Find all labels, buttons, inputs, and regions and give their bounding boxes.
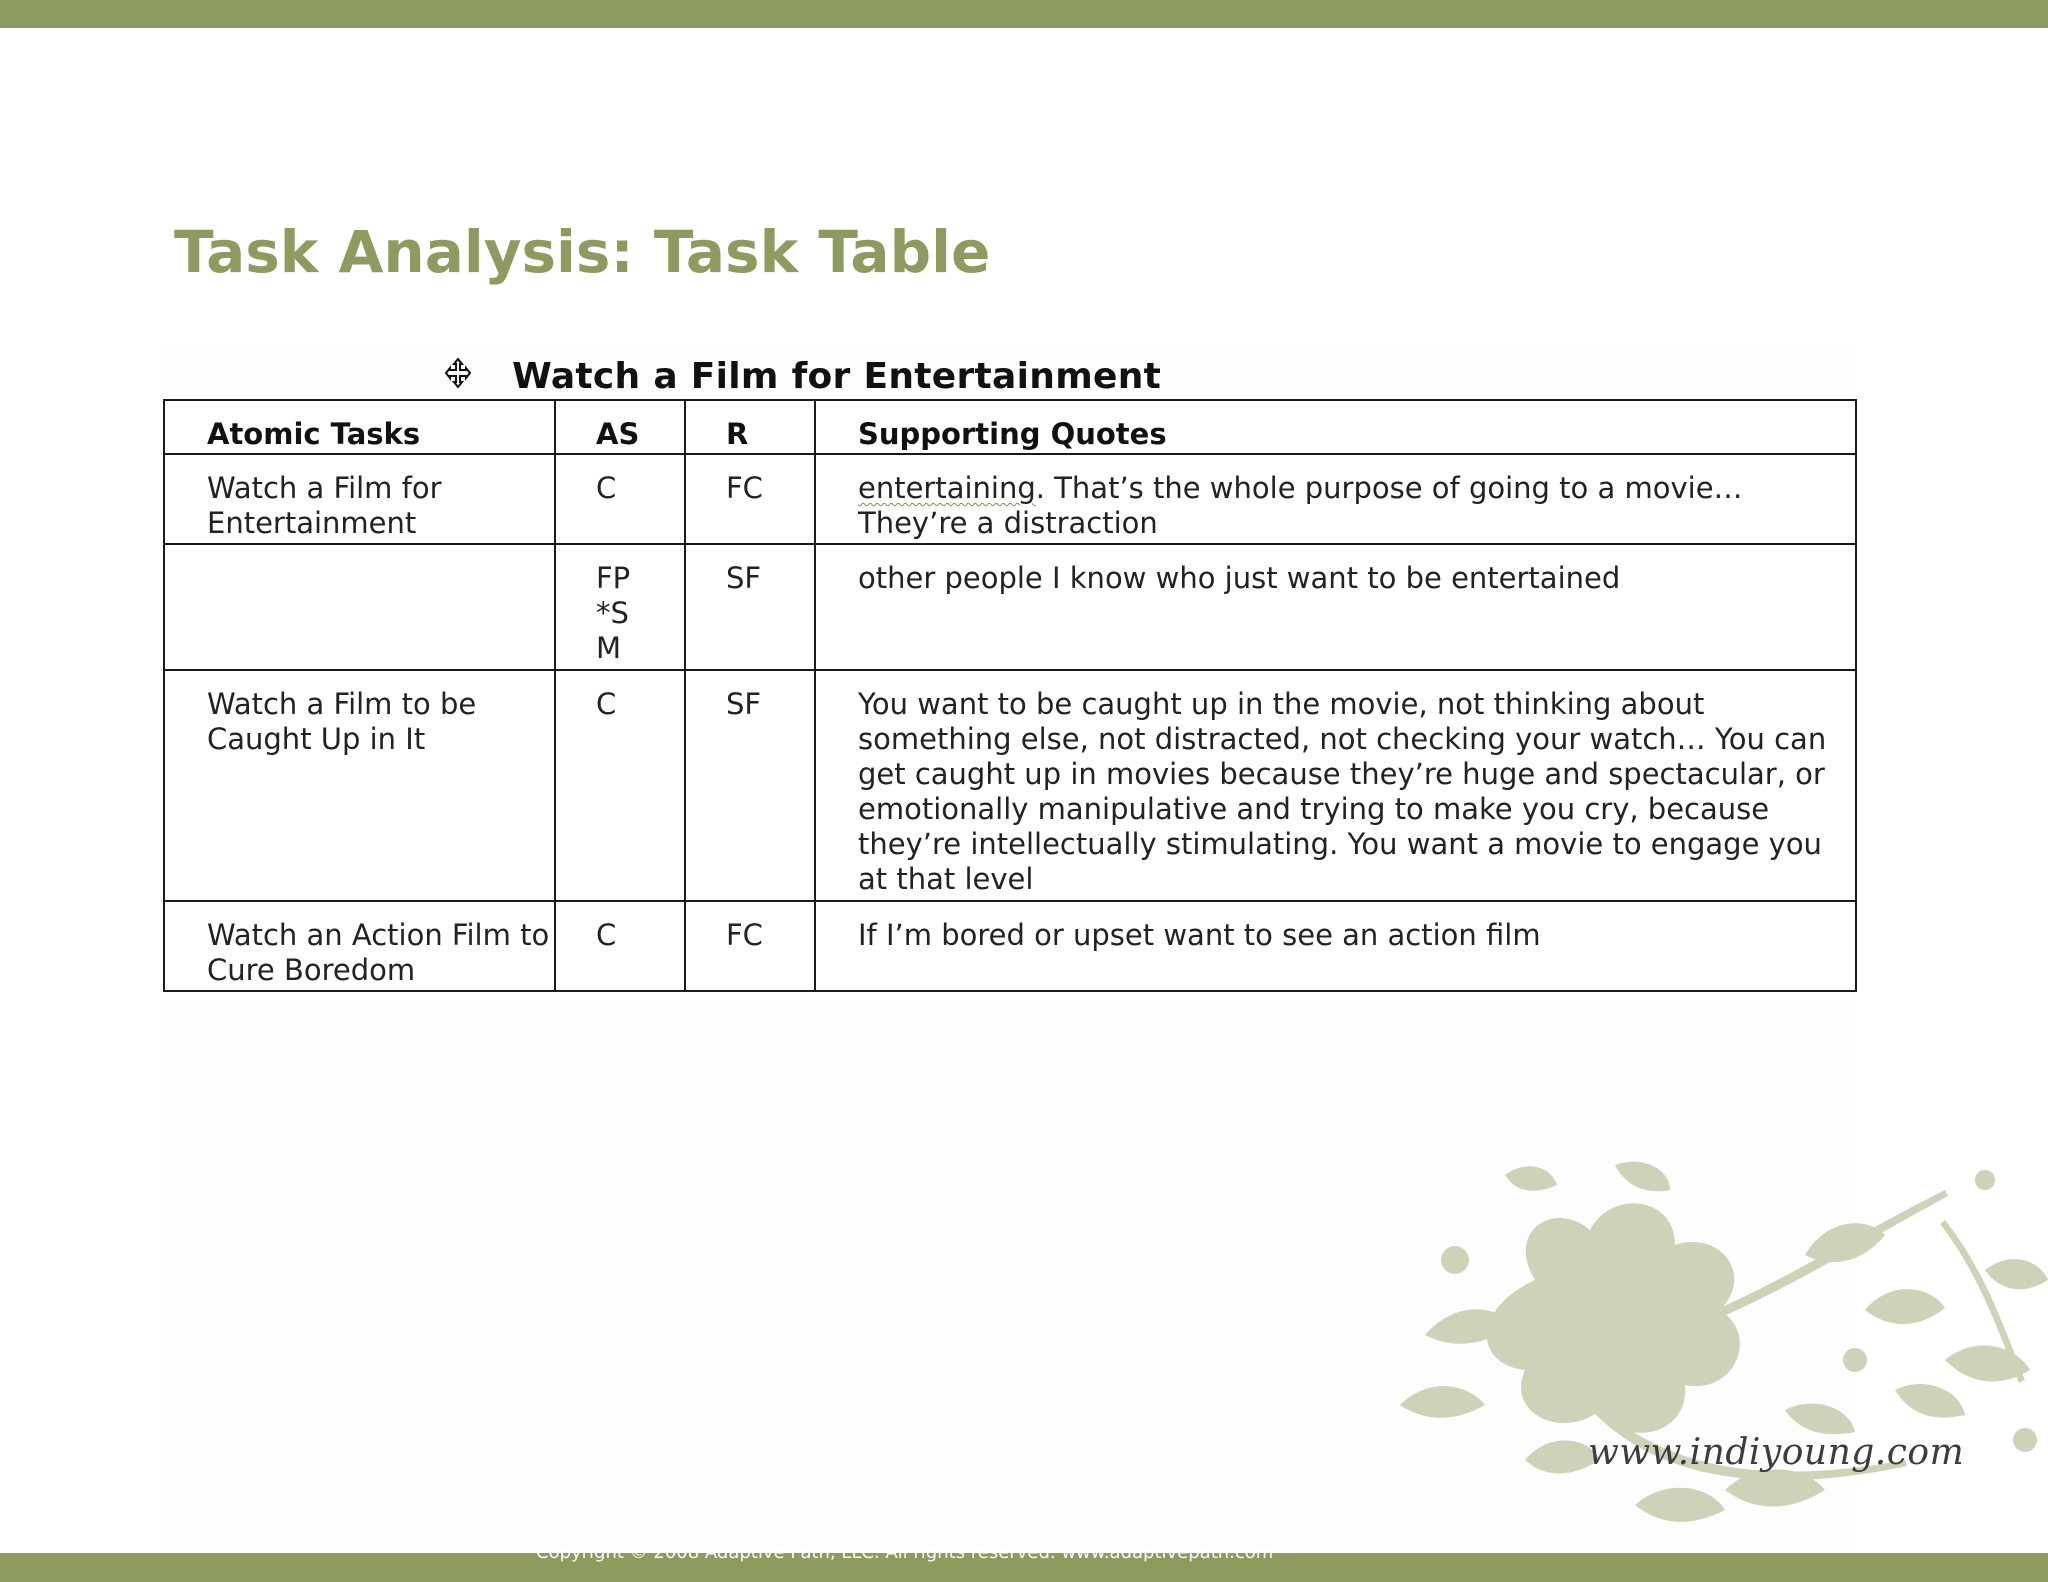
quote-cell	[815, 454, 1856, 544]
table-row	[164, 901, 1856, 991]
quote-cell: If I’m bored or upset want to see an action film	[815, 901, 1856, 991]
table-header-row	[164, 400, 1856, 454]
as-cell: C	[555, 901, 685, 991]
move-cross-icon[interactable]	[445, 358, 471, 388]
top-accent-bar	[0, 0, 2048, 28]
floral-ornament-icon	[1385, 1160, 2048, 1550]
r-cell: SF	[685, 544, 815, 670]
task-cell: Watch a Film for Entertainment	[164, 454, 555, 544]
task-table	[163, 399, 1857, 992]
column-header-atomic-tasks: Atomic Tasks	[164, 400, 555, 454]
column-header-r: R	[685, 400, 815, 454]
quote-cell: You want to be caught up in the movie, not thinking about something else, not distracted, not checking your watch… You can get caught up in movies because they’re huge and spectacular, or emotionally manipulative and trying to make you cry, because they’re intellectually stimulating. You want a movie to engage you at that level	[815, 670, 1856, 901]
task-cell	[164, 544, 555, 670]
r-cell: FC	[685, 454, 815, 544]
task-cell: Watch an Action Film to Cure Boredom	[164, 901, 555, 991]
table-heading	[445, 356, 1161, 397]
column-header-as: AS	[555, 400, 685, 454]
footer-copyright: Copyright © 2008 Adaptive Path, LLC. All rights reserved. www.adaptivepath.com	[536, 1542, 1274, 1563]
as-cell: FP *S M	[555, 544, 685, 670]
r-cell: FC	[685, 901, 815, 991]
quote-text: . That’s the whole purpose of going to a movie… They’re a distraction	[858, 471, 1743, 540]
quote-cell: other people I know who just want to be entertained	[815, 544, 1856, 670]
website-url: www.indiyoung.com	[1588, 1432, 1965, 1473]
table-row	[164, 454, 1856, 544]
spellcheck-marked-word: entertaining	[858, 471, 1036, 505]
page-title: Task Analysis: Task Table	[174, 218, 991, 286]
table-row	[164, 670, 1856, 901]
task-cell: Watch a Film to be Caught Up in It	[164, 670, 555, 901]
table-heading-text: Watch a Film for Entertainment	[512, 356, 1162, 397]
as-cell: C	[555, 454, 685, 544]
r-cell: SF	[685, 670, 815, 901]
table-row	[164, 544, 1856, 670]
as-cell: C	[555, 670, 685, 901]
column-header-supporting-quotes: Supporting Quotes	[815, 400, 1856, 454]
